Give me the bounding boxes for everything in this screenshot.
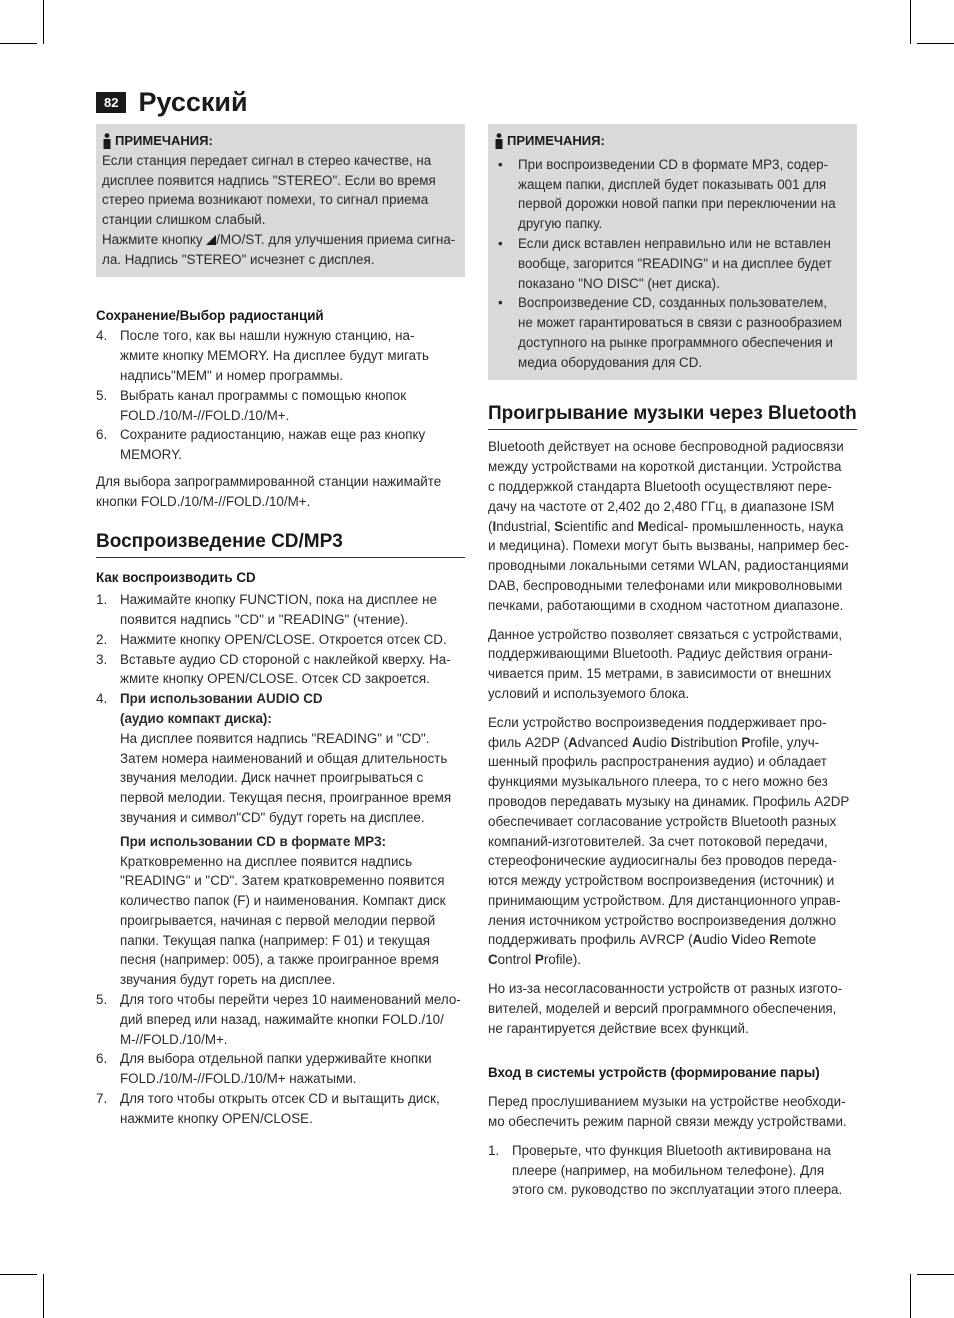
page-number: 82: [96, 92, 126, 113]
crop-mark: [910, 0, 911, 44]
note-line: ла. Надпись "STEREO" исчезнет с дисплея.: [102, 251, 375, 267]
section-heading-bluetooth: Проигрывание музыки через Bluetooth: [488, 404, 857, 431]
page-title: Русский: [138, 86, 248, 117]
crop-mark: [910, 1274, 911, 1318]
note-line: стерео приема возникают помехи, то сигнал приема: [102, 192, 429, 208]
note-box-cd: [488, 124, 857, 380]
crop-mark: [43, 1274, 44, 1318]
list-item: 5. Для того чтобы перейти через 10 наименований мело- дий вперед или назад, нажимайте кнопки FOLD./10/ M-//FOLD./10/M+.: [96, 992, 461, 1047]
list-item: 7. Для того чтобы открыть отсек CD и вытащить диск, нажмите кнопку OPEN/CLOSE.: [96, 1091, 440, 1126]
note-heading: ПРИМЕЧАНИЯ:: [494, 131, 851, 151]
cd-subheading: Как воспроизводить CD: [96, 570, 256, 586]
note-heading: ПРИМЕЧАНИЯ:: [102, 131, 459, 151]
paragraph: Bluetooth действует на основе беспроводной радиосвязи между устройствами на короткой дистанции. Устройства с поддержкой стандарта Bluetooth осуществляют пере- дачу на частоте от 2,402 до 2,480 ГГц, в диапазоне ISM (Industrial, Scientific and Medical- промышленность, наука и медицина). Помехи могут быть вызваны, например бес- проводными локальными сетями WLAN, радиостанциями DAB, беспроводными телефонами или микроволновыми печками, работающими в сходном частотном диапазоне.: [488, 439, 849, 613]
list-item: 6. Сохраните радиостанцию, нажав еще раз кнопку MEMORY.: [96, 427, 426, 463]
paragraph: Перед прослушиванием музыки на устройстве необходи- мо обеспечить режим парной связи между устройствами.: [488, 1094, 847, 1130]
paragraph: Для выбора запрограммированной станции нажимайте кнопки FOLD./10/M-//FOLD./10/M+.: [96, 473, 442, 509]
paragraph: Данное устройство позволяет связаться с устройствами, поддерживающими Bluetooth. Радиус действия ограни- чивается прим. 15 метрами, в зависимости от внешних условий и используемого блока.: [488, 626, 843, 701]
page-header: [96, 86, 248, 118]
note-line: станции слишком слабый.: [102, 212, 266, 228]
list-item: 1. Проверьте, что функция Bluetooth активирована на плеере (например, на мобильном телефоне). Для этого см. руководство по эксплуатации этого плеера.: [488, 1142, 843, 1198]
crop-mark: [917, 1274, 954, 1275]
info-icon: [494, 133, 504, 149]
paragraph: Если устройство воспроизведения поддерживает про- филь A2DP (Advanced Audio Distribution Profile, улуч- шенный профиль распространения аудио) и обладает функциями музыкального плеера, то с него можно без проводов передавать музыку на динамик. Профиль A2DP обеспечивает согласование устройств Bluetooth разных компаний-изготовителей. За счет потоковой передачи, стереофонические аудиосигналы без проводов переда- ются между устройством воспроизведения (источник) и принимающим устройством. Для дистанционного управ- ления источником устройство воспроизведения должно поддерживать профиль AVRCP (Audio Video Remote Control Profile).: [488, 714, 850, 968]
list-item: • Если диск вставлен неправильно или не вставлен вообще, загорится "READING" и на дисплее будет показано "NO DISC" (нет диска).: [494, 234, 851, 293]
list-item: 3. Вставьте аудио CD стороной с наклейкой кверху. На- жмите кнопку OPEN/CLOSE. Отсек CD закроется.: [96, 651, 451, 687]
paragraph: Но из-за несогласованности устройств от разных изгото- вителей, моделей и версий программного обеспечения, не гарантируется действие всех функций.: [488, 981, 843, 1036]
list-item: 4. После того, как вы нашли нужную станцию, на- жмите кнопку MEMORY. На дисплее будут мигать надпись"MEM" и номер программы.: [96, 328, 429, 383]
list-item: 1. Нажимайте кнопку FUNCTION, пока на дисплее не появится надпись "CD" и "READING" (чтение).: [96, 592, 437, 627]
crop-mark: [0, 43, 37, 44]
crop-mark: [0, 1274, 37, 1275]
list-item: 4. При использовании AUDIO CD (аудио компакт диска): На дисплее появится надпись "READING" и "CD". Затем номера наименований и общая длительность звучания мелодии. Диск начнет проигрываться с первой мелодии. Текущая песня, проигранное время звучания и символ"CD" будут гореть на дисплее. При использовании CD в формате MP3: Кратковременно на дисплее появится надпись "READING" и "CD". Затем кратковременно появится количество папок (F) и наименования. Компакт диск проигрывается, начиная с первой мелодии первой папки. Текущая папка (например: F 01) и текущая песня (например: 005), а также проигранное время звучания будут гореть на дисплее.: [96, 691, 452, 988]
list-item: 6. Для выбора отдельной папки удерживайте кнопки FOLD./10/M-//FOLD./10/M+ нажатыми.: [96, 1051, 432, 1087]
cd-steps: [96, 590, 465, 1129]
note-line: Если станция передает сигнал в стерео качестве, на: [102, 152, 432, 168]
left-column: [96, 124, 465, 1129]
right-column: [488, 124, 857, 1200]
section-heading-cd: Воспроизведение CD/MP3: [96, 532, 465, 559]
crop-mark: [917, 43, 954, 44]
note-bullets: [494, 155, 851, 373]
note-line: дисплее появится надпись "STEREO". Если во время: [102, 172, 436, 188]
list-item: 2. Нажмите кнопку OPEN/CLOSE. Откроется отсек CD.: [96, 631, 447, 647]
list-item: 5. Выбрать канал программы с помощью кнопок FOLD./10/M-//FOLD./10/M+.: [96, 387, 407, 423]
info-icon: [102, 133, 112, 149]
list-item: • Воспроизведение CD, созданных пользователем, не может гарантироваться в связи с разнообразием доступного на рынке программного обеспечения и медиа оборудования для CD.: [494, 293, 851, 372]
save-steps: [96, 326, 465, 465]
pairing-steps: [488, 1141, 857, 1200]
note-box-stereo: [96, 124, 465, 277]
list-item: • При воспроизведении CD в формате MP3, содер- жащем папки, дисплей будет показывать 001 для первой дорожки новой папки при переключении на другую папку.: [494, 155, 851, 234]
note-line: Нажмите кнопку /MO/ST. для улучшения приема сигна-: [102, 231, 456, 247]
crop-mark: [43, 0, 44, 44]
save-heading: Сохранение/Выбор радиостанций: [96, 307, 324, 323]
pairing-heading: Вход в системы устройств (формирование пары): [488, 1065, 820, 1081]
play-pause-icon: [206, 235, 216, 245]
